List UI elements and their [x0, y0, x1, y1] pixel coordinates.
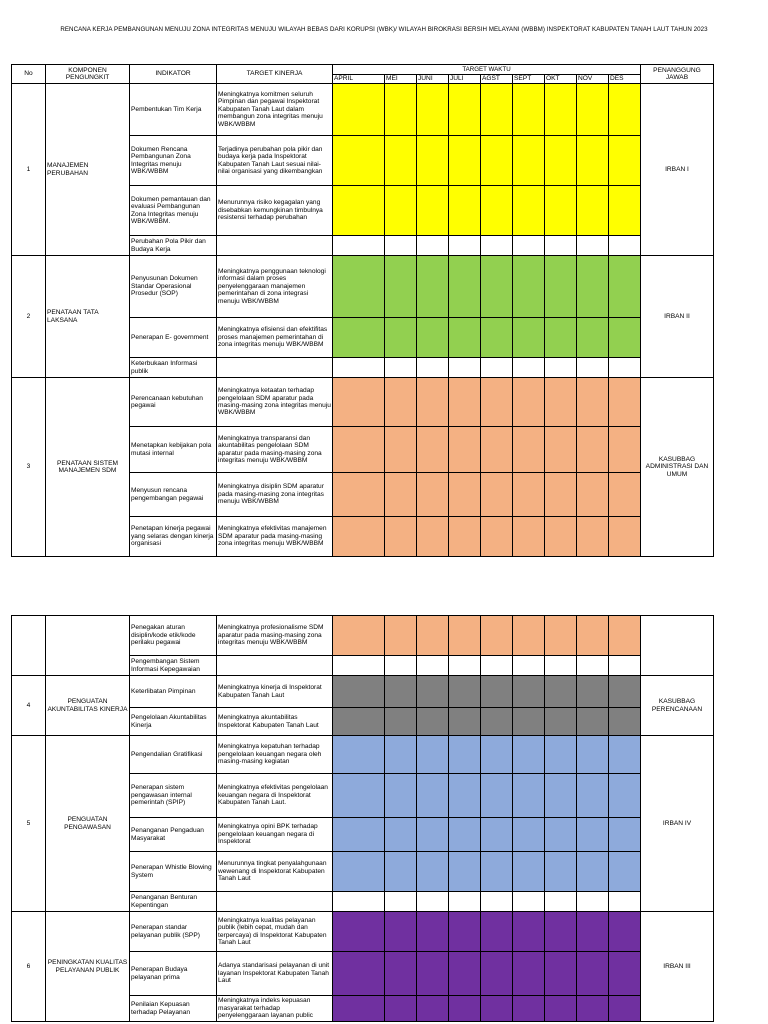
target-waktu-cell — [545, 616, 577, 656]
row-number: 5 — [12, 736, 46, 912]
target-waktu-cell — [609, 136, 641, 186]
target-waktu-cell — [481, 358, 513, 378]
indikator-cell: Dokumen Rencana Pembangunan Zona Integritas menuju WBK/WBBM — [130, 136, 217, 186]
target-waktu-cell — [577, 736, 609, 774]
indikator-cell: Penerapan sistem pengawasan internal pemerintah (SPIP) — [130, 774, 217, 818]
indikator-cell: Penilaian Kepuasan terhadap Pelayanan — [130, 996, 217, 1022]
target-waktu-cell — [333, 256, 385, 318]
target-waktu-cell — [513, 708, 545, 736]
target-waktu-cell — [417, 358, 449, 378]
target-waktu-cell — [609, 517, 641, 557]
target-waktu-cell — [609, 952, 641, 996]
indikator-cell: Penerapan E- government — [130, 318, 217, 358]
indikator-cell: Menyusun rencana pengembangan pegawai — [130, 473, 217, 517]
target-waktu-cell — [609, 186, 641, 236]
target-waktu-cell — [333, 84, 385, 136]
target-waktu-cell — [333, 912, 385, 952]
target-waktu-cell — [577, 892, 609, 912]
target-waktu-cell — [577, 852, 609, 892]
target-waktu-cell — [577, 84, 609, 136]
target-waktu-cell — [385, 358, 417, 378]
target-waktu-cell — [545, 818, 577, 852]
target-waktu-cell — [385, 427, 417, 473]
target-waktu-cell — [417, 852, 449, 892]
target-waktu-cell — [417, 736, 449, 774]
target-waktu-cell — [333, 427, 385, 473]
target-waktu-cell — [417, 616, 449, 656]
target-waktu-cell — [449, 676, 481, 708]
target-waktu-cell — [577, 517, 609, 557]
target-waktu-cell — [577, 136, 609, 186]
target-waktu-cell — [513, 616, 545, 656]
target-waktu-cell — [609, 912, 641, 952]
target-kinerja-cell: Meningkatnya transparansi dan akuntabilitas pengelolaan SDM aparatur pada masing-masing zona integritas menuju WBK/WBBM — [217, 427, 333, 473]
indikator-cell: Menetapkan kebijakan pola mutasi internal — [130, 427, 217, 473]
target-waktu-cell — [513, 517, 545, 557]
header-target-waktu: TARGET WAKTU — [333, 65, 641, 75]
target-waktu-cell — [609, 736, 641, 774]
target-waktu-cell — [545, 256, 577, 318]
indikator-cell: Dokumen pemantauan dan evaluasi Pembangunan Zona Integritas menuju WBK/WBBM. — [130, 186, 217, 236]
month-header-mei: MEI — [385, 75, 417, 84]
target-waktu-cell — [449, 358, 481, 378]
target-waktu-cell — [545, 852, 577, 892]
indikator-cell: Perubahan Pola Pikir dan Budaya Kerja — [130, 236, 217, 256]
target-waktu-cell — [545, 186, 577, 236]
target-waktu-cell — [577, 676, 609, 708]
target-waktu-cell — [449, 186, 481, 236]
komponen-cell: MANAJEMEN PERUBAHAN — [46, 84, 130, 256]
target-kinerja-cell: Meningkatnya kepatuhan terhadap pengelolaan keuangan negara oleh masing-masing kegiatan — [217, 736, 333, 774]
target-waktu-cell — [513, 358, 545, 378]
target-waktu-cell — [449, 656, 481, 676]
target-waktu-cell — [417, 656, 449, 676]
table-row — [12, 256, 714, 318]
target-waktu-cell — [449, 616, 481, 656]
target-waktu-cell — [333, 186, 385, 236]
table-row — [12, 736, 714, 774]
target-waktu-cell — [609, 852, 641, 892]
indikator-cell: Pengendalian Gratifikasi — [130, 736, 217, 774]
target-waktu-cell — [449, 427, 481, 473]
work-plan-table-page-1 — [11, 64, 714, 557]
target-waktu-cell — [333, 318, 385, 358]
target-waktu-cell — [609, 427, 641, 473]
month-header-april: APRIL — [333, 75, 385, 84]
target-waktu-cell — [481, 318, 513, 358]
target-waktu-cell — [513, 256, 545, 318]
indikator-cell: Pembentukan Tim Kerja — [130, 84, 217, 136]
indikator-cell: Penanganan Benturan Kepentingan — [130, 892, 217, 912]
target-waktu-cell — [449, 708, 481, 736]
row-number: 4 — [12, 676, 46, 736]
target-waktu-cell — [577, 318, 609, 358]
document-title: RENCANA KERJA PEMBANGUNAN MENUJU ZONA INTEGRITAS MENUJU WILAYAH BEBAS DARI KORUPSI (WBK)/ WILAYAH BIROKRASI BERSIH MELAYANI (WBBM) INSPEKTORAT KABUPATEN TANAH LAUT TAHUN 2023 — [60, 26, 708, 33]
target-waktu-cell — [449, 84, 481, 136]
target-waktu-cell — [449, 912, 481, 952]
target-waktu-cell — [545, 318, 577, 358]
indikator-cell: Perencanaan kebutuhan pegawai — [130, 378, 217, 427]
month-header-agst: AGST — [481, 75, 513, 84]
indikator-cell: Penyusunan Dokumen Standar Operasional Prosedur (SOP) — [130, 256, 217, 318]
target-waktu-cell — [449, 852, 481, 892]
target-waktu-cell — [385, 84, 417, 136]
month-header-juli: JULI — [449, 75, 481, 84]
penanggung-jawab-cell: KASUBBAG PERENCANAAN — [641, 676, 714, 736]
month-header-sept: SEPT — [513, 75, 545, 84]
indikator-cell: Pengelolaan Akuntabilitas Kinerja — [130, 708, 217, 736]
target-kinerja-cell: Meningkatnya profesionalisme SDM aparatur pada masing-masing zona integritas menuju WBK/WBBM — [217, 616, 333, 656]
target-waktu-cell — [449, 996, 481, 1022]
target-waktu-cell — [449, 473, 481, 517]
header-penanggung-jawab: PENANGGUNG JAWAB — [641, 65, 714, 84]
penanggung-jawab-cell: IRBAN II — [641, 256, 714, 378]
target-waktu-cell — [333, 676, 385, 708]
target-waktu-cell — [333, 616, 385, 656]
target-waktu-cell — [385, 517, 417, 557]
komponen-cell: PENGUATAN PENGAWASAN — [46, 736, 130, 912]
target-waktu-cell — [513, 236, 545, 256]
target-kinerja-cell — [217, 358, 333, 378]
target-waktu-cell — [481, 996, 513, 1022]
target-waktu-cell — [417, 892, 449, 912]
target-waktu-cell — [577, 473, 609, 517]
target-waktu-cell — [449, 378, 481, 427]
target-waktu-cell — [385, 952, 417, 996]
target-kinerja-cell: Meningkatnya kinerja di Inspektorat Kabupaten Tanah Laut — [217, 676, 333, 708]
target-waktu-cell — [333, 736, 385, 774]
target-waktu-cell — [449, 318, 481, 358]
target-waktu-cell — [609, 256, 641, 318]
komponen-cell: PENATAAN TATA LAKSANA — [46, 256, 130, 378]
target-waktu-cell — [481, 708, 513, 736]
target-waktu-cell — [513, 318, 545, 358]
target-waktu-cell — [577, 912, 609, 952]
target-waktu-cell — [609, 616, 641, 656]
target-waktu-cell — [449, 952, 481, 996]
target-waktu-cell — [577, 186, 609, 236]
target-waktu-cell — [449, 256, 481, 318]
target-waktu-cell — [545, 892, 577, 912]
target-waktu-cell — [417, 427, 449, 473]
target-waktu-cell — [545, 358, 577, 378]
target-waktu-cell — [577, 774, 609, 818]
target-waktu-cell — [609, 708, 641, 736]
target-waktu-cell — [577, 256, 609, 318]
target-kinerja-cell: Meningkatnya akuntabilitas Inspektorat Kabupaten Tanah Laut — [217, 708, 333, 736]
target-waktu-cell — [513, 736, 545, 774]
target-waktu-cell — [609, 656, 641, 676]
target-waktu-cell — [449, 774, 481, 818]
target-waktu-cell — [481, 186, 513, 236]
target-waktu-cell — [577, 996, 609, 1022]
penanggung-jawab-cell — [641, 616, 714, 676]
target-waktu-cell — [609, 818, 641, 852]
target-waktu-cell — [481, 892, 513, 912]
target-waktu-cell — [333, 236, 385, 256]
target-kinerja-cell: Meningkatnya disiplin SDM aparatur pada masing-masing zona integritas menuju WBK/WBBM — [217, 473, 333, 517]
target-waktu-cell — [545, 136, 577, 186]
target-kinerja-cell: Meningkatnya kualitas pelayanan publik (lebih cepat, mudah dan terpercaya) di Inspektorat Kabupaten Tanah Laut — [217, 912, 333, 952]
target-waktu-cell — [449, 818, 481, 852]
target-kinerja-cell: Meningkatnya opini BPK terhadap pengelolaan keuangan negara di Inspektorat — [217, 818, 333, 852]
target-waktu-cell — [577, 236, 609, 256]
target-waktu-cell — [385, 318, 417, 358]
target-waktu-cell — [481, 736, 513, 774]
target-waktu-cell — [333, 473, 385, 517]
target-waktu-cell — [333, 517, 385, 557]
target-waktu-cell — [609, 892, 641, 912]
target-waktu-cell — [545, 708, 577, 736]
header-target-kinerja: TARGET KINERJA — [217, 65, 333, 84]
target-kinerja-cell — [217, 236, 333, 256]
target-waktu-cell — [333, 774, 385, 818]
target-waktu-cell — [417, 84, 449, 136]
target-waktu-cell — [385, 236, 417, 256]
target-waktu-cell — [417, 256, 449, 318]
target-waktu-cell — [481, 818, 513, 852]
target-waktu-cell — [333, 952, 385, 996]
target-waktu-cell — [481, 656, 513, 676]
target-waktu-cell — [609, 473, 641, 517]
target-waktu-cell — [513, 378, 545, 427]
target-waktu-cell — [545, 656, 577, 676]
target-waktu-cell — [481, 256, 513, 318]
target-waktu-cell — [385, 818, 417, 852]
target-waktu-cell — [481, 236, 513, 256]
target-waktu-cell — [513, 996, 545, 1022]
target-waktu-cell — [577, 358, 609, 378]
target-waktu-cell — [449, 892, 481, 912]
target-waktu-cell — [481, 517, 513, 557]
target-kinerja-cell: Meningkatnya indeks kepuasan masyarakat terhadap penyelenggaraan layanan public — [217, 996, 333, 1022]
target-waktu-cell — [417, 912, 449, 952]
target-waktu-cell — [609, 318, 641, 358]
target-waktu-cell — [545, 952, 577, 996]
target-kinerja-cell — [217, 656, 333, 676]
month-header-juni: JUNI — [417, 75, 449, 84]
target-waktu-cell — [333, 656, 385, 676]
target-waktu-cell — [417, 818, 449, 852]
table-row — [12, 378, 714, 427]
indikator-cell: Penanganan Pengaduan Masyarakat — [130, 818, 217, 852]
month-header-nov: NOV — [577, 75, 609, 84]
row-number — [12, 616, 46, 676]
penanggung-jawab-cell: KASUBBAG ADMINISTRASI DAN UMUM — [641, 378, 714, 557]
penanggung-jawab-cell: IRBAN IV — [641, 736, 714, 912]
target-waktu-cell — [577, 427, 609, 473]
target-kinerja-cell: Adanya standarisasi pelayanan di unit layanan Inspektorat Kabupaten Tanah Laut — [217, 952, 333, 996]
target-waktu-cell — [449, 236, 481, 256]
target-waktu-cell — [481, 84, 513, 136]
month-header-des: DES — [609, 75, 641, 84]
target-waktu-cell — [513, 952, 545, 996]
target-waktu-cell — [545, 774, 577, 818]
target-waktu-cell — [385, 656, 417, 676]
komponen-cell: PENGUATAN AKUNTABILITAS KINERJA — [46, 676, 130, 736]
target-waktu-cell — [513, 656, 545, 676]
target-waktu-cell — [385, 852, 417, 892]
target-waktu-cell — [609, 84, 641, 136]
target-waktu-cell — [577, 952, 609, 996]
target-waktu-cell — [417, 952, 449, 996]
target-waktu-cell — [577, 708, 609, 736]
target-waktu-cell — [417, 136, 449, 186]
target-waktu-cell — [481, 616, 513, 656]
target-waktu-cell — [417, 236, 449, 256]
target-waktu-cell — [333, 136, 385, 186]
target-waktu-cell — [333, 852, 385, 892]
month-header-okt: OKT — [545, 75, 577, 84]
target-waktu-cell — [333, 892, 385, 912]
komponen-cell — [46, 616, 130, 676]
target-waktu-cell — [385, 892, 417, 912]
target-waktu-cell — [385, 912, 417, 952]
target-waktu-cell — [481, 774, 513, 818]
target-waktu-cell — [513, 818, 545, 852]
target-waktu-cell — [481, 852, 513, 892]
row-number: 2 — [12, 256, 46, 378]
target-waktu-cell — [481, 136, 513, 186]
row-number: 1 — [12, 84, 46, 256]
target-waktu-cell — [545, 84, 577, 136]
target-waktu-cell — [545, 378, 577, 427]
target-kinerja-cell: Meningkatnya ketaatan terhadap pengelolaan SDM aparatur pada masing-masing zona integritas menuju WBK/WBBM — [217, 378, 333, 427]
target-waktu-cell — [385, 378, 417, 427]
target-waktu-cell — [577, 616, 609, 656]
target-waktu-cell — [609, 358, 641, 378]
target-waktu-cell — [513, 852, 545, 892]
target-waktu-cell — [333, 818, 385, 852]
target-waktu-cell — [609, 236, 641, 256]
indikator-cell: Penerapan standar pelayanan publik (SPP) — [130, 912, 217, 952]
penanggung-jawab-cell: IRBAN I — [641, 84, 714, 256]
target-waktu-cell — [577, 378, 609, 427]
target-waktu-cell — [481, 912, 513, 952]
target-waktu-cell — [513, 473, 545, 517]
target-waktu-cell — [449, 517, 481, 557]
target-waktu-cell — [609, 378, 641, 427]
target-waktu-cell — [417, 378, 449, 427]
target-waktu-cell — [385, 256, 417, 318]
target-waktu-cell — [333, 996, 385, 1022]
header-komponen: KOMPONEN PENGUNGKIT — [46, 65, 130, 84]
table-row — [12, 84, 714, 136]
indikator-cell: Keterbukaan Informasi publik — [130, 358, 217, 378]
table-row — [12, 912, 714, 952]
target-waktu-cell — [417, 473, 449, 517]
target-waktu-cell — [417, 186, 449, 236]
target-waktu-cell — [481, 473, 513, 517]
target-waktu-cell — [577, 818, 609, 852]
target-waktu-cell — [513, 186, 545, 236]
target-waktu-cell — [385, 676, 417, 708]
target-kinerja-cell: Menurunnya risiko kegagalan yang disebabkan kemungkinan timbulnya resistensi terhadap perubahan — [217, 186, 333, 236]
target-waktu-cell — [481, 378, 513, 427]
target-kinerja-cell — [217, 892, 333, 912]
target-waktu-cell — [609, 774, 641, 818]
indikator-cell: Pengembangan Sistem Informasi Kepegawaian — [130, 656, 217, 676]
target-waktu-cell — [609, 996, 641, 1022]
target-waktu-cell — [481, 427, 513, 473]
target-waktu-cell — [481, 676, 513, 708]
target-kinerja-cell: Meningkatnya efisiensi dan efektifitas proses manajemen pemerintahan di zona integritas menuju WBK/WBBM — [217, 318, 333, 358]
target-waktu-cell — [545, 427, 577, 473]
komponen-cell: PENATAAN SISTEM MANAJEMEN SDM — [46, 378, 130, 557]
indikator-cell: Penetapan kinerja pegawai yang selaras dengan kinerja organisasi — [130, 517, 217, 557]
target-waktu-cell — [513, 774, 545, 818]
header-indikator: INDIKATOR — [130, 65, 217, 84]
target-waktu-cell — [417, 708, 449, 736]
target-waktu-cell — [545, 736, 577, 774]
target-waktu-cell — [609, 676, 641, 708]
target-waktu-cell — [333, 708, 385, 736]
target-waktu-cell — [417, 318, 449, 358]
target-waktu-cell — [513, 892, 545, 912]
target-waktu-cell — [545, 912, 577, 952]
target-waktu-cell — [385, 616, 417, 656]
target-waktu-cell — [513, 676, 545, 708]
target-waktu-cell — [417, 676, 449, 708]
target-kinerja-cell: Menurunnya tingkat penyalahgunaan wewenang di Inspektorat Kabupaten Tanah Laut — [217, 852, 333, 892]
target-waktu-cell — [385, 186, 417, 236]
target-waktu-cell — [385, 996, 417, 1022]
target-waktu-cell — [513, 427, 545, 473]
target-kinerja-cell: Terjadinya perubahan pola pikir dan budaya kerja pada Inspektorat Kabupaten Tanah Laut sesuai nilai-nilai organisasi yang dikembangkan — [217, 136, 333, 186]
indikator-cell: Penegakan aturan disiplin/kode etik/kode perilaku pegawai — [130, 616, 217, 656]
table-row — [12, 616, 714, 656]
target-waktu-cell — [545, 473, 577, 517]
indikator-cell: Penerapan Budaya pelayanan prima — [130, 952, 217, 996]
indikator-cell: Keterlibatan Pimpinan — [130, 676, 217, 708]
target-waktu-cell — [385, 708, 417, 736]
target-kinerja-cell: Meningkatnya penggunaan teknologi informasi dalam proses penyelenggaraan manajemen pemerintahan di zona integrasi menuju WBK/WBBM — [217, 256, 333, 318]
target-waktu-cell — [385, 736, 417, 774]
target-waktu-cell — [577, 656, 609, 676]
target-waktu-cell — [417, 774, 449, 818]
target-waktu-cell — [449, 136, 481, 186]
target-waktu-cell — [545, 236, 577, 256]
indikator-cell: Penerapan Whistle Blowing System — [130, 852, 217, 892]
target-waktu-cell — [385, 774, 417, 818]
row-number: 3 — [12, 378, 46, 557]
target-waktu-cell — [513, 84, 545, 136]
target-waktu-cell — [417, 517, 449, 557]
row-number: 6 — [12, 912, 46, 1022]
target-waktu-cell — [545, 996, 577, 1022]
target-waktu-cell — [545, 676, 577, 708]
target-waktu-cell — [417, 996, 449, 1022]
target-waktu-cell — [333, 358, 385, 378]
target-waktu-cell — [385, 473, 417, 517]
header-no: No — [12, 65, 46, 84]
target-waktu-cell — [513, 136, 545, 186]
target-waktu-cell — [449, 736, 481, 774]
target-kinerja-cell: Meningkatnya efektivitas pengelolaan keuangan negara di Inspektorat Kabupaten Tanah Laut. — [217, 774, 333, 818]
penanggung-jawab-cell: IRBAN III — [641, 912, 714, 1022]
komponen-cell: PENINGKATAN KUALITAS PELAYANAN PUBLIK — [46, 912, 130, 1022]
target-waktu-cell — [333, 378, 385, 427]
target-waktu-cell — [513, 912, 545, 952]
target-kinerja-cell: Meningkatnya komitmen seluruh Pimpinan dan pegawai Inspektorat Kabupaten Tanah Laut dalam membangun zona integritas menuju WBK/WBBM — [217, 84, 333, 136]
table-row — [12, 676, 714, 708]
work-plan-table-page-2 — [11, 615, 714, 1022]
target-waktu-cell — [545, 517, 577, 557]
target-kinerja-cell: Meningkatnya efektivitas manajemen SDM aparatur pada masing-masing zona integritas menuju WBK/WBBM — [217, 517, 333, 557]
target-waktu-cell — [385, 136, 417, 186]
target-waktu-cell — [481, 952, 513, 996]
